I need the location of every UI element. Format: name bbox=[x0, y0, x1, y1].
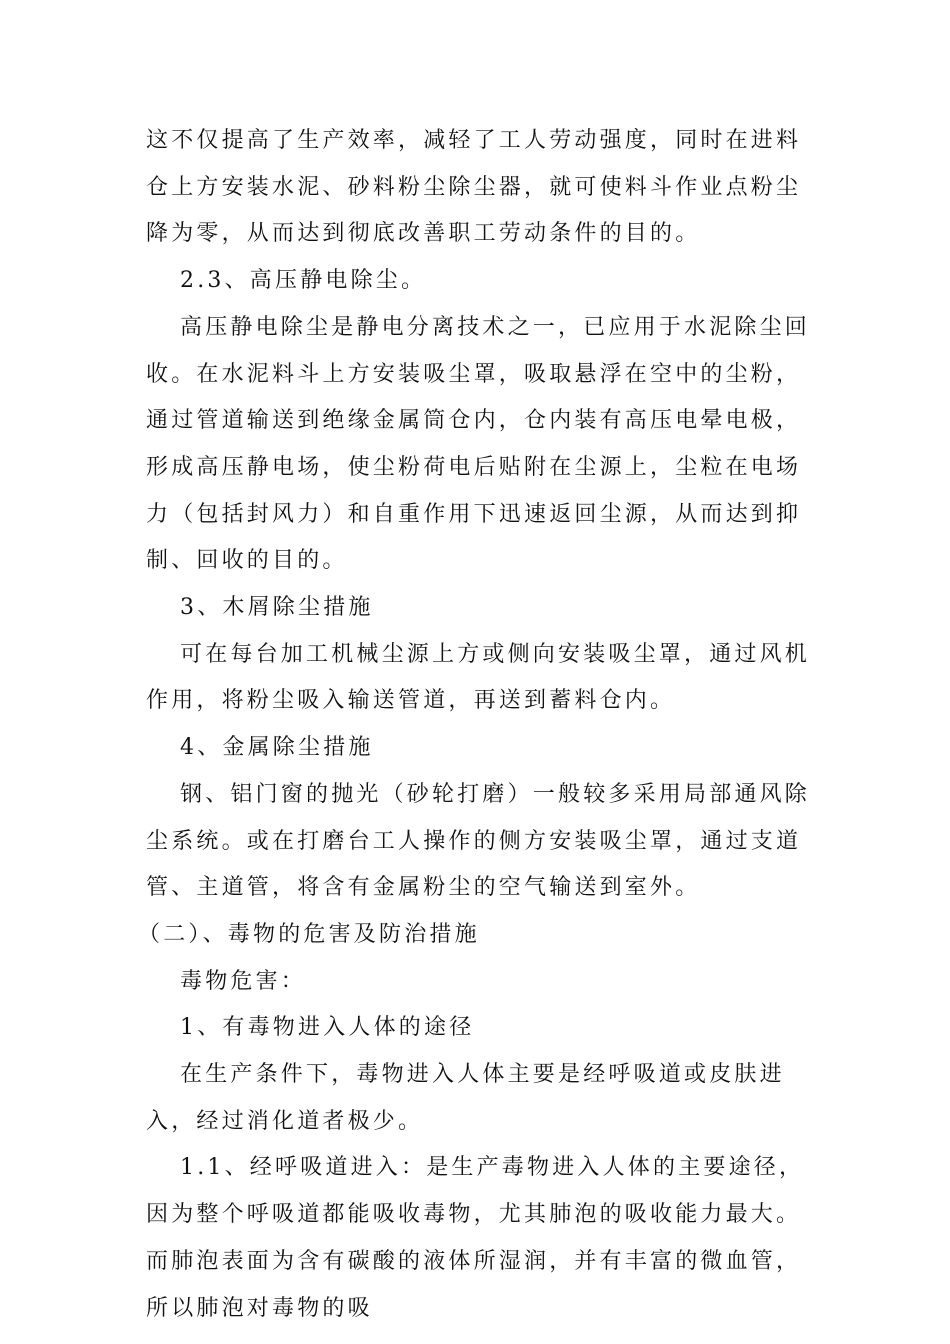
document-body bbox=[138, 118, 816, 1332]
section-heading-2-3: 2.3、高压静电除尘。 bbox=[180, 268, 427, 294]
paragraph-respiratory-entry: 1.1、经呼吸道进入：是生产毒物进入人体的主要途径，因为整个呼吸道都能吸收毒物，尤其肺泡的吸收能力最大。而肺泡表面为含有碳酸的液体所湿润，并有丰富的微血管，所以肺泡对毒物的吸 bbox=[146, 1155, 805, 1321]
paragraph-electrostatic: 高压静电除尘是静电分离技术之一，已应用于水泥除尘回收。在水泥料斗上方安装吸尘罩，吸取悬浮在空中的尘粉，通过管道输送到绝缘金属筒仓内，仓内装有高压电晕电极，形成高压静电场，使尘粉荷电后贴附在尘源上，尘粒在电场力（包括封风力）和自重作用下迅速返回尘源，从而达到抑制、回收的目的。 bbox=[146, 314, 811, 574]
paragraph-wood-dust: 可在每台加工机械尘源上方或侧向安装吸尘罩，通过风机作用，将粉尘吸入输送管道，再送到蓄料仓内。 bbox=[146, 641, 811, 714]
section-heading-3: 3、木屑除尘措施 bbox=[180, 595, 374, 621]
subheading-entry-routes: 1、有毒物进入人体的途径 bbox=[180, 1015, 475, 1041]
section-heading-toxins: （二）、毒物的危害及防治措施 bbox=[138, 921, 480, 947]
paragraph-entry-routes: 在生产条件下，毒物进入人体主要是经呼吸道或皮肤进入，经过消化道者极少。 bbox=[146, 1062, 785, 1134]
paragraph-continuation: 这不仅提高了生产效率，减轻了工人劳动强度，同时在进料仓上方安装水泥、砂料粉尘除尘器，就可使料斗作业点粉尘降为零，从而达到彻底改善职工劳动条件的目的。 bbox=[146, 128, 802, 247]
paragraph-metal-dust: 钢、铝门窗的抛光（砂轮打磨）一般较多采用局部通风除尘系统。或在打磨台工人操作的侧方安装吸尘罩，通过支道管、主道管，将含有金属粉尘的空气输送到室外。 bbox=[146, 781, 811, 901]
section-heading-4: 4、金属除尘措施 bbox=[180, 735, 374, 761]
subheading-toxin-hazard: 毒物危害： bbox=[180, 968, 307, 994]
